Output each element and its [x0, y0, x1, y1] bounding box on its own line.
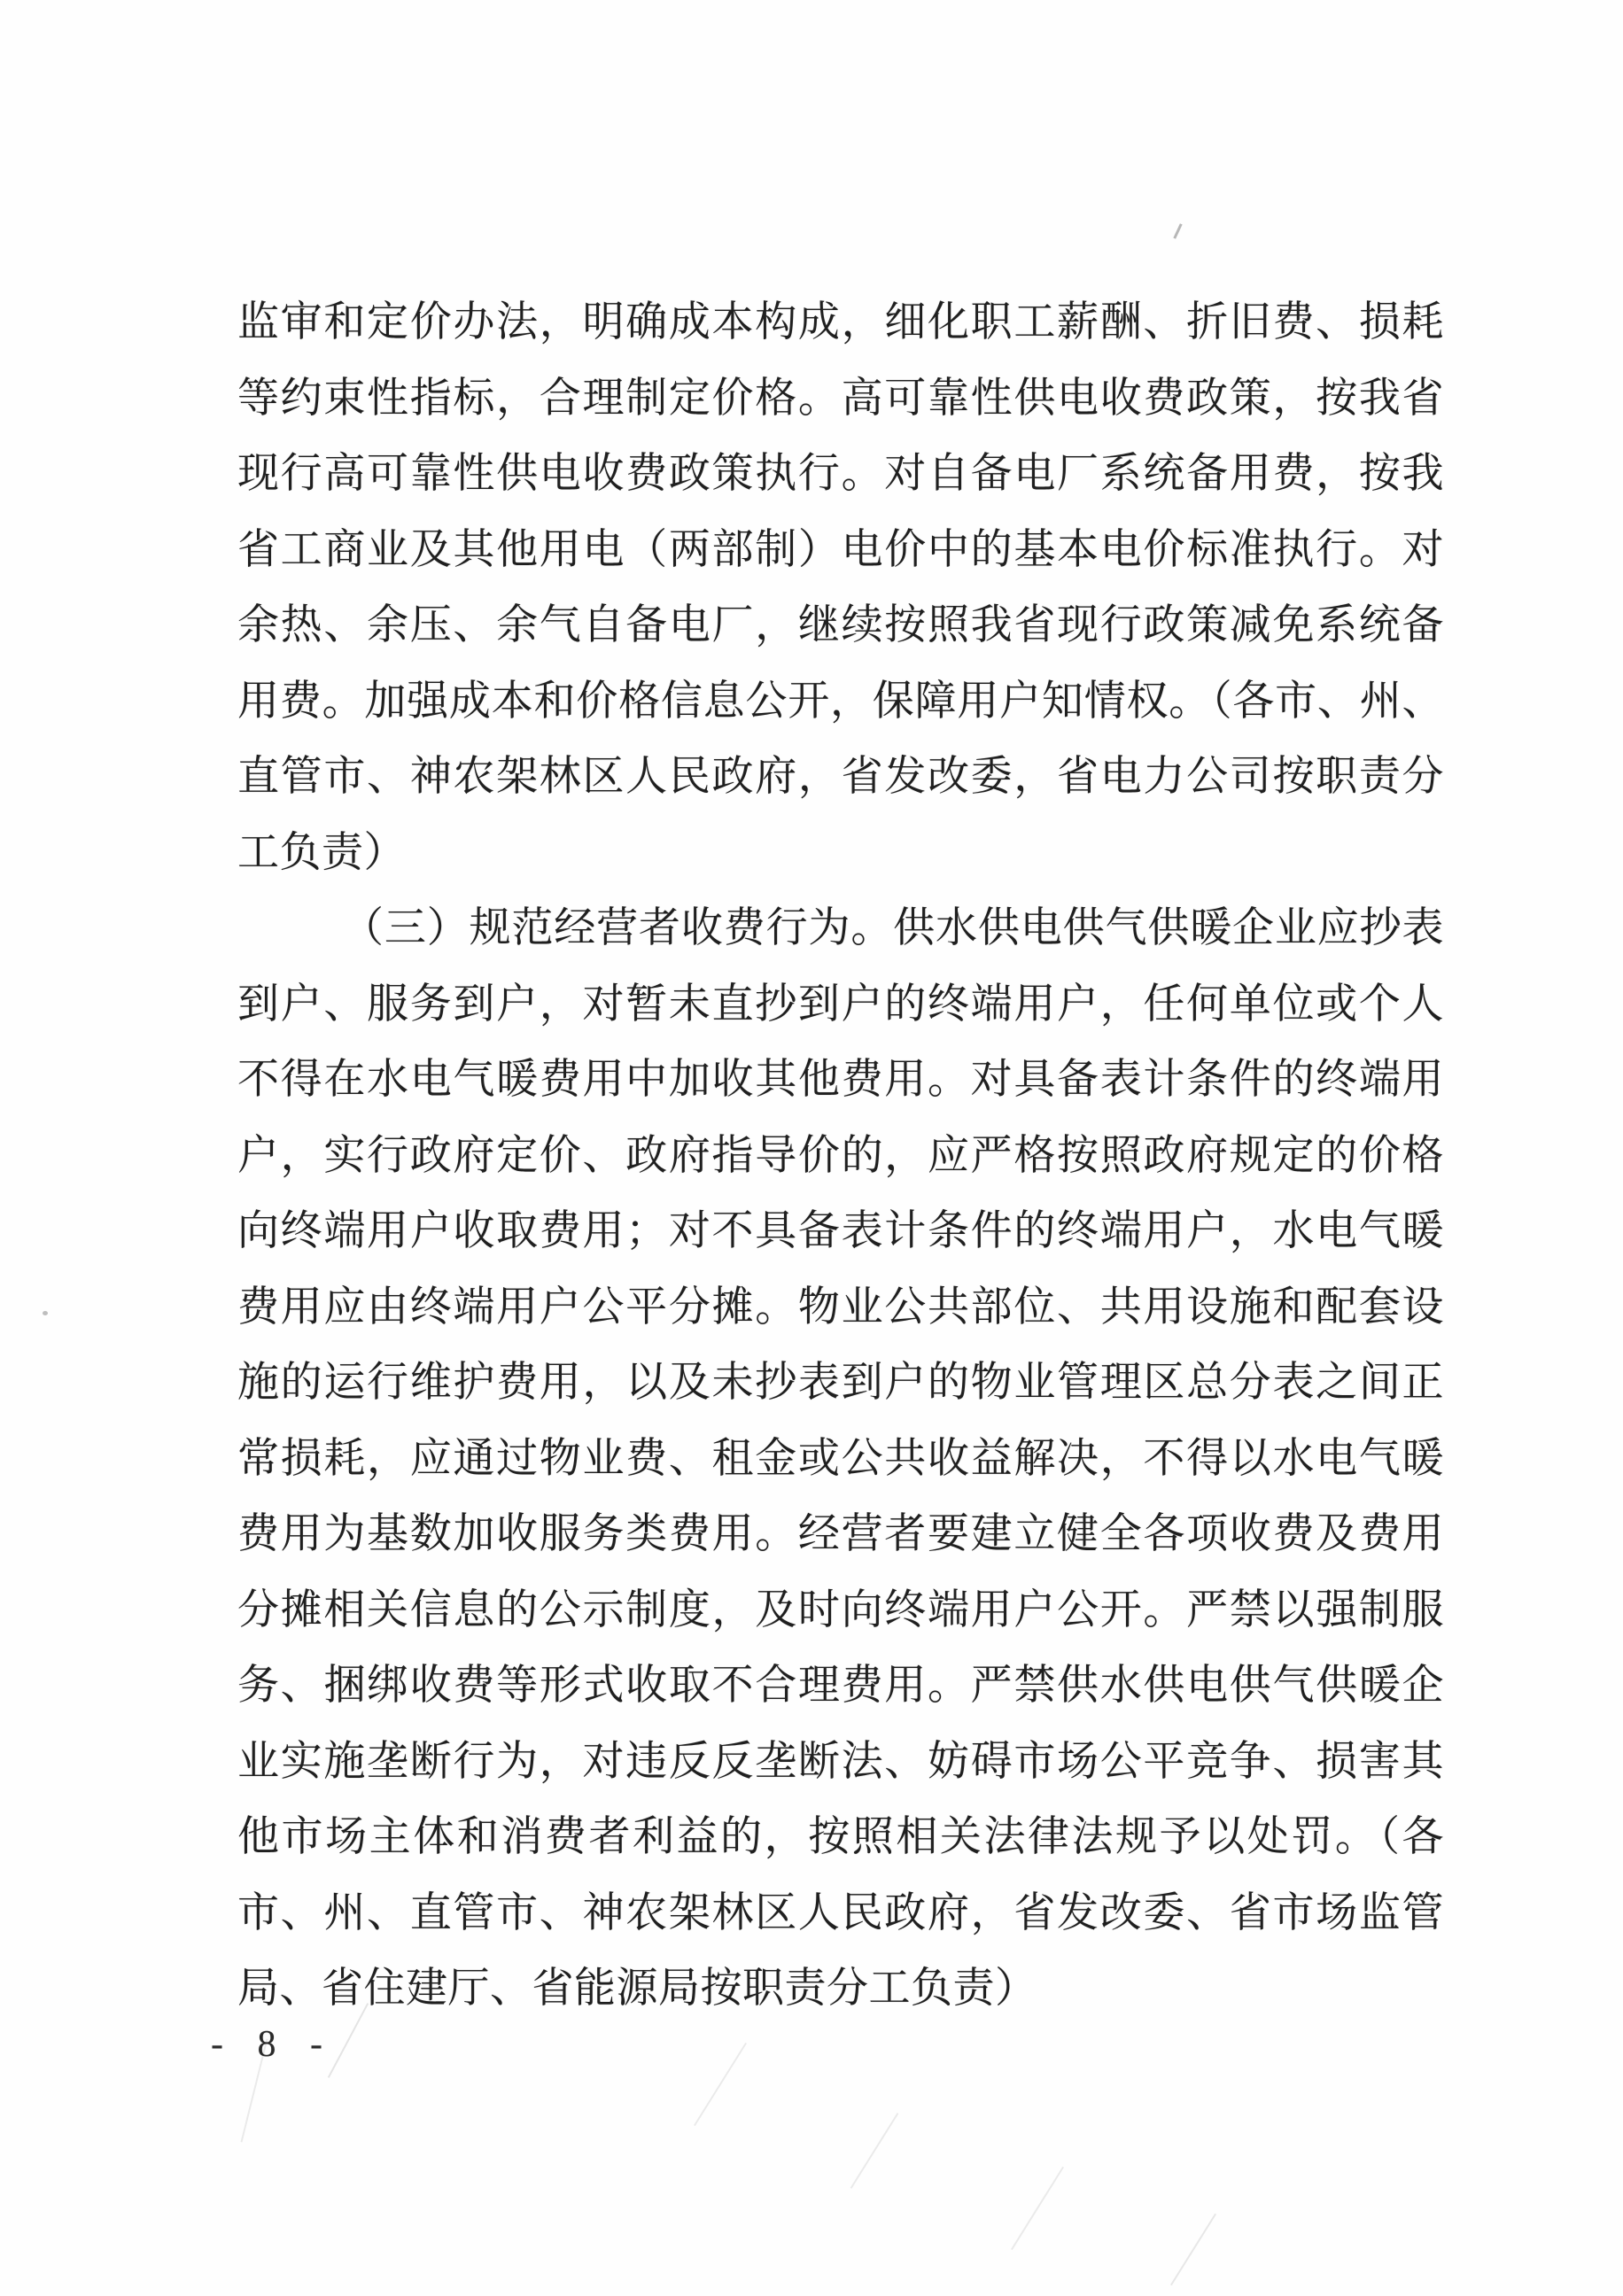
text-line: 局、省住建厅、省能源局按职责分工负责） [237, 1966, 1037, 2012]
text-line: 施的运行维护费用，以及未抄表到户的物业管理区总分表之间正 [237, 1360, 1444, 1406]
scan-artifact-streak [850, 2113, 899, 2189]
scan-artifact-speck [43, 1311, 48, 1315]
document-body [237, 285, 1444, 2028]
text-line: 现行高可靠性供电收费政策执行。对自备电厂系统备用费，按我 [237, 451, 1444, 497]
text-line: 到户、服务到户，对暂未直抄到户的终端用户，任何单位或个人 [237, 981, 1444, 1028]
text-line: 户，实行政府定价、政府指导价的，应严格按照政府规定的价格 [237, 1132, 1444, 1179]
scan-artifact-streak [1011, 2167, 1064, 2250]
text-line: 分摊相关信息的公示制度，及时向终端用户公开。严禁以强制服 [237, 1586, 1444, 1633]
text-line: 直管市、神农架林区人民政府，省发改委，省电力公司按职责分 [237, 754, 1444, 800]
scan-artifact-tick [1173, 223, 1182, 239]
text-line: 余热、余压、余气自备电厂，继续按照我省现行政策减免系统备 [237, 602, 1444, 648]
text-line: 工负责） [237, 829, 406, 876]
scan-artifact-streak [694, 2043, 747, 2126]
text-line: 不得在水电气暖费用中加收其他费用。对具备表计条件的终端用 [237, 1057, 1444, 1103]
text-line: 常损耗，应通过物业费、租金或公共收益解决，不得以水电气暖 [237, 1435, 1444, 1482]
text-line: 业实施垄断行为，对违反反垄断法、妨碍市场公平竞争、损害其 [237, 1738, 1444, 1785]
text-line: （三）规范经营者收费行为。供水供电供气供暖企业应抄表 [342, 905, 1444, 951]
scan-artifact-streak [1170, 2214, 1216, 2286]
page-number: - 8 - [211, 2024, 335, 2065]
text-line: 他市场主体和消费者利益的，按照相关法律法规予以处罚。（各 [237, 1814, 1444, 1860]
text-line: 向终端用户收取费用；对不具备表计条件的终端用户，水电气暖 [237, 1208, 1444, 1254]
text-line: 市、州、直管市、神农架林区人民政府，省发改委、省市场监管 [237, 1889, 1444, 1936]
text-line: 费用为基数加收服务类费用。经营者要建立健全各项收费及费用 [237, 1511, 1444, 1557]
text-line: 等约束性指标，合理制定价格。高可靠性供电收费政策，按我省 [237, 375, 1444, 422]
text-line: 监审和定价办法，明确成本构成，细化职工薪酬、折旧费、损耗 [237, 299, 1444, 345]
text-line: 省工商业及其他用电（两部制）电价中的基本电价标准执行。对 [237, 526, 1444, 573]
text-line: 务、捆绑收费等形式收取不合理费用。严禁供水供电供气供暖企 [237, 1663, 1444, 1709]
text-line: 费用应由终端用户公平分摊。物业公共部位、共用设施和配套设 [237, 1284, 1444, 1330]
text-line: 用费。加强成本和价格信息公开，保障用户知情权。（各市、州、 [237, 678, 1444, 725]
